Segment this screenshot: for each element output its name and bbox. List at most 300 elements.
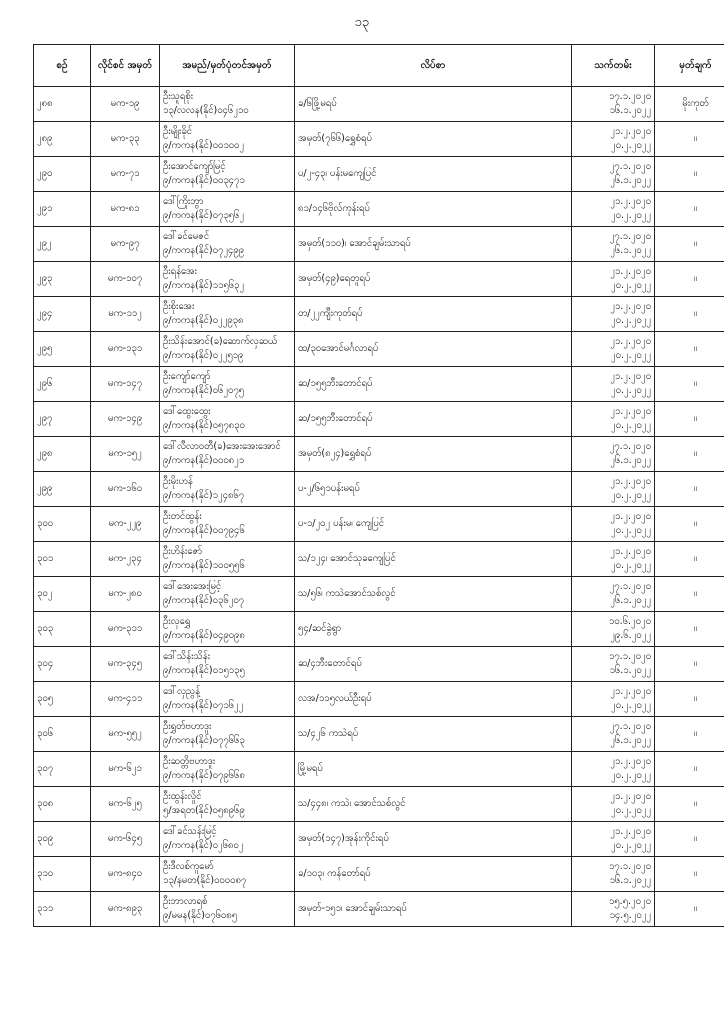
cell-name-id [160,717,295,752]
row-number: ၃၀၅ [37,693,54,704]
address-text: ၅၄/ဆင်ခွဲရွာ [298,623,342,634]
person-name: ဒေါ်အေးအေးမြင့် [163,581,222,592]
license-number: မက-၃၄၅ [107,658,143,669]
date-from: ၂၁.၂.၂၀၂၀ [610,266,651,277]
cell-name-id [160,157,295,192]
person-name: ဦးဆတ္တိဗဟာဒူး [163,756,216,767]
license-number: မက-၁၉ [110,98,140,109]
row-number: ၂၈၈ [37,98,53,109]
license-number: မက-၁၆၀ [107,483,143,494]
date-to: ၂၀.၂.၂၀၂၂ [610,805,651,816]
date-from: ၂၁.၂.၂၀၂၀ [610,686,651,697]
cell-no [34,437,91,472]
cell-date [572,542,655,577]
date-to: ၂၉.၆.၂၀၂၂ [610,630,651,641]
date-from: ၂၁.၂.၂၀၂၀ [610,546,651,557]
cell-no [34,612,91,647]
cell-name-id [160,87,295,122]
cell-remark [655,437,724,472]
table-row [34,472,724,507]
cell-remark [655,297,724,332]
cell-date [572,682,655,717]
remark-text: ။ [694,378,697,389]
cell-address [295,87,572,122]
row-number: ၂၉၂ [37,238,52,249]
cell-address [295,822,572,857]
license-number: မက-၈၉၃ [107,903,143,914]
cell-date [572,612,655,647]
cell-date [572,437,655,472]
license-number: မက-၉၇ [110,238,140,249]
cell-date [572,192,655,227]
cell-address [295,122,572,157]
cell-no [34,192,91,227]
address-text: သ/၁၂၄၊ အောင်သုခကျေပြင် [298,553,396,564]
cell-license [91,752,160,787]
date-to: ၂၀.၂.၂၀၂၂ [610,525,651,536]
cell-name-id [160,297,295,332]
cell-address [295,367,572,402]
cell-license [91,367,160,402]
address-text: အမှတ်-၁၅၁၊ အောင်ချမ်းသာရပ် [298,903,407,914]
cell-no [34,297,91,332]
row-number: ၃၀၈ [37,798,54,809]
cell-address [295,647,572,682]
cell-address [295,752,572,787]
cell-name-id [160,577,295,612]
cell-name-id [160,787,295,822]
table-body [34,87,724,927]
address-text: အမှတ်(၈၂၄)ရွှေစံရပ် [298,448,372,459]
address-text: ထ/၃၀အောင်မင်္ဂလာရပ် [298,343,379,354]
date-to: ၂၀.၂.၂၀၂၂ [610,840,651,851]
person-name: ဦးကျော်ကျော် [163,371,211,382]
person-name: ဒေါ်ထွေးထွေး [163,406,211,417]
address-text: ၈၁/၁၄၆ဗိုလ်ကုန်းရပ် [298,203,370,214]
date-to: ၂၀.၂.၂၀၂၂ [610,350,651,361]
cell-name-id [160,332,295,367]
cell-address [295,472,572,507]
date-from: ၁၇.၁.၂၀၂၀ [608,651,651,662]
cell-date [572,507,655,542]
date-from: ၁၅.၅.၂၀၂၀ [608,896,651,907]
date-from: ၂၇.၁.၂၀၂၀ [609,231,651,242]
table-row [34,157,724,192]
cell-no [34,227,91,262]
cell-no [34,507,91,542]
cell-remark [655,857,724,892]
cell-license [91,227,160,262]
row-number: ၂၈၉ [37,133,53,144]
remark-text: ။ [694,763,697,774]
cell-license [91,612,160,647]
license-number: မက-၃၁၁ [107,623,143,634]
address-text: အမှတ်(၁၁၀)၊ အောင်ချမ်းသာရပ် [298,238,411,249]
person-name: ဦးစိုးအေး [163,301,195,312]
person-name: ဦးဘာလာရစ် [163,896,208,907]
license-number: မက-၂၈၀ [108,588,142,599]
remark-text: ။ [694,273,697,284]
cell-no [34,787,91,822]
date-to: ၂၀.၂.၂၀၂၂ [610,315,651,326]
cell-name-id [160,262,295,297]
date-to: ၂၆.၁.၂၀၂၂ [610,595,651,606]
remark-text: ။ [694,133,697,144]
license-number: မက-၈၄၀ [107,868,143,879]
row-number: ၂၉၄ [37,308,53,319]
registration-id: ၉/ကကန(နိုင်)၀၁၅၁၃၅ [163,665,245,676]
registration-id: ၁၃/နမတ(နိုင်)၀၀၀၀၈၇ [163,875,247,886]
header-no: စဉ် [34,45,91,87]
address-text: သ/၄၂၆ ကသဲရပ် [298,728,359,739]
cell-date [572,787,655,822]
cell-address [295,577,572,612]
cell-remark [655,87,724,122]
cell-no [34,87,91,122]
cell-name-id [160,542,295,577]
date-to: ၁၆.၁.၂၀၂၂ [609,665,651,676]
person-name: ဦးဟိန်းဇော် [163,546,203,557]
date-from: ၁၇.၁.၂၀၂၀ [608,861,651,872]
table-row [34,227,724,262]
table-row [34,87,724,122]
cell-address [295,542,572,577]
cell-remark [655,157,724,192]
registration-id: ၉/ကကန(နိုင်)၀၃၆၂၀၇ [163,595,245,606]
table-row [34,752,724,787]
row-number: ၃၀၇ [37,763,54,774]
cell-name-id [160,752,295,787]
remark-text: ။ [694,553,697,564]
registration-id: ၉/ကကန(နိုင်)၀၂၆၈၀၂ [163,840,244,851]
address-text: မြို့မရပ် [298,763,323,774]
cell-date [572,752,655,787]
cell-license [91,122,160,157]
cell-date [572,297,655,332]
cell-no [34,332,91,367]
cell-name-id [160,402,295,437]
date-to: ၂၀.၂.၂၀၂၂ [610,770,651,781]
person-name: ဦးလှရွှေ [163,616,191,627]
cell-remark [655,542,724,577]
cell-license [91,787,160,822]
cell-address [295,402,572,437]
remark-text: ။ [694,623,697,634]
date-from: ၂၇.၁.၂၀၂၀ [609,721,651,732]
cell-remark [655,892,724,927]
row-number: ၂၉၃ [37,273,53,284]
row-number: ၃၁၁ [37,903,54,914]
date-from: ၂၁.၂.၂၀၂၀ [610,756,651,767]
remark-text: ။ [694,693,697,704]
date-from: ၂၇.၁.၂၀၂၀ [609,581,651,592]
table-row [34,122,724,157]
cell-remark [655,227,724,262]
registration-id: ၉/ကကန(နိုင်)၀၄၉၀၉၈ [163,630,245,641]
cell-date [572,262,655,297]
cell-address [295,717,572,752]
license-number: မက-၇၁ [110,168,140,179]
table-row [34,192,724,227]
registration-id: ၉/ကကန(နိုင်)၀၇၇၆၆၃ [163,735,245,746]
license-number: မက-၆၂၁ [108,763,142,774]
cell-license [91,157,160,192]
cell-no [34,157,91,192]
row-number: ၃၀၉ [37,833,54,844]
header-date: သက်တမ်း [572,45,655,87]
table-row [34,787,724,822]
cell-name-id [160,892,295,927]
cell-license [91,717,160,752]
cell-remark [655,682,724,717]
cell-remark [655,507,724,542]
registration-id: ၉/ကကန(နိုင်)၀၀၇၉၄၆ [163,525,245,536]
cell-name-id [160,227,295,262]
cell-date [572,122,655,157]
table-row [34,297,724,332]
table-row [34,682,724,717]
remark-text: ။ [694,448,697,459]
cell-date [572,822,655,857]
remark-text: ။ [694,868,697,879]
registration-id: ၉/မမန(နိုင်)၀၇၆၀၈၅ [163,910,238,921]
license-number: မက-၁၄၉ [107,413,143,424]
person-name: ဦးရန်အေး [163,266,197,277]
registration-id: ၉/ကကန(နိုင်)၀၆၂၀၇၅ [163,385,245,396]
cell-date [572,577,655,612]
table-row [34,577,724,612]
row-number: ၃၀၁ [37,553,54,564]
cell-license [91,577,160,612]
date-from: ၂၇.၁.၂၀၂၀ [609,161,651,172]
cell-name-id [160,507,295,542]
date-to: ၂၆.၁.၂၀၂၂ [610,455,651,466]
row-number: ၂၉၅ [37,343,53,354]
table-row [34,892,724,927]
license-number: မက-၆၂၅ [108,798,142,809]
table-row [34,507,724,542]
address-text: အမှတ်(၄၉)ရေတူရပ် [298,273,371,284]
date-to: ၂၀.၂.၂၀၂၂ [610,700,651,711]
address-text: ဆ/၁၅၅ဘီးတောင်ရပ် [298,378,373,389]
table-row [34,542,724,577]
remark-text: ။ [694,483,697,494]
license-registry-table [33,44,724,927]
cell-no [34,892,91,927]
address-text: တ/၂၂ကျီးကုတ်ရပ် [298,308,363,319]
registration-id: ၅/အရတ(နိုင်)၀၅၈၉၆၉ [163,805,245,816]
cell-license [91,542,160,577]
remark-text: မိုးကုတ် [682,98,709,109]
person-name: ဒေါ်သိန်းသိန်း [163,651,211,662]
registration-id: ၉/ကကန(နိုင်)၀၇၃၅၆၂ [163,210,245,221]
license-number: မက-၈၁ [110,203,140,214]
date-to: ၂၆.၁.၂၀၂၂ [610,175,651,186]
registration-id: ၉/ကကန(နိုင်)၀၇၁၆၂၂ [163,700,244,711]
registration-id: ၉/ကကန(နိုင်)၀၅၇၈၃၀ [163,420,245,431]
license-number: မက-၄၁၁ [107,693,143,704]
address-text: ဆ/၄ဘီးတောင်ရပ် [298,658,362,669]
cell-license [91,402,160,437]
cell-remark [655,332,724,367]
cell-no [34,367,91,402]
cell-address [295,437,572,472]
person-name: ဦးအောင်ကျော်မြင့် [163,161,226,172]
address-text: သ/၄၄၈၊ ကသဲ၊ အောင်သစ်လွင် [298,798,406,809]
person-name: ဒေါ်လီလာဝတီ(ခ)အေးအေးအောင် [163,441,281,452]
cell-license [91,192,160,227]
cell-address [295,297,572,332]
cell-remark [655,192,724,227]
remark-text: ။ [694,518,697,529]
cell-no [34,262,91,297]
person-name: ဦးရွှတ်ဗဟာဒူး [163,721,212,732]
registration-id: ၉/ကကန(နိုင်)၀၇၂၄၉၉ [163,245,245,256]
registration-id: ၉/ကကန(နိုင်)၀၀၃၄၇၁ [163,175,245,186]
person-name: ဦးမျိုးခိုင် [163,126,193,137]
address-text: ပ/၂-၄၃၊ ပန်းမကျေပြင် [298,168,377,179]
cell-no [34,647,91,682]
table-row [34,717,724,752]
row-number: ၃၀၄ [37,658,54,669]
cell-date [572,472,655,507]
date-to: ၁၆.၁.၂၀၂၂ [609,875,651,886]
cell-license [91,822,160,857]
cell-name-id [160,367,295,402]
date-to: ၂၀.၂.၂၀၂၂ [610,140,651,151]
license-number: မက-၃၃ [110,133,140,144]
cell-date [572,717,655,752]
cell-date [572,157,655,192]
row-number: ၂၉၀ [37,168,53,179]
row-number: ၂၉၆ [37,378,53,389]
cell-license [91,647,160,682]
cell-address [295,262,572,297]
remark-text: ။ [694,833,697,844]
address-text: ဆ/၁၅၅ဘီးတောင်ရပ် [298,413,373,424]
date-from: ၂၁.၂.၂၀၂၀ [610,371,651,382]
cell-name-id [160,122,295,157]
cell-remark [655,262,724,297]
cell-name-id [160,612,295,647]
license-number: မက-၁၁၂ [108,308,142,319]
license-number: မက-၅၅၂ [108,728,142,739]
cell-remark [655,647,724,682]
license-number: မက-၁၅၂ [108,448,142,459]
remark-text: ။ [694,658,697,669]
license-number: မက-၆၄၅ [107,833,143,844]
cell-name-id [160,472,295,507]
registration-id: ၉/ကကန(နိုင်)၁၀၀၅၅၆ [163,560,245,571]
remark-text: ။ [694,238,697,249]
date-to: ၁၆.၁.၂၀၂၂ [609,105,651,116]
cell-license [91,682,160,717]
date-to: ၂၆.၁.၂၀၂၂ [610,735,651,746]
cell-date [572,892,655,927]
cell-address [295,157,572,192]
date-to: ၂၀.၂.၂၀၂၂ [610,490,651,501]
remark-text: ။ [694,903,697,914]
cell-license [91,472,160,507]
table-header-row [34,45,724,87]
cell-address [295,192,572,227]
cell-name-id [160,822,295,857]
cell-license [91,87,160,122]
address-text: ပ-၂/၆၅၁ပန်းမရပ် [298,483,360,494]
cell-address [295,892,572,927]
license-number: မက-၁၄၇ [107,378,143,389]
table-row [34,262,724,297]
registration-id: ၉/ကကန(နိုင်)၀၇၉၆၆၈ [163,770,245,781]
cell-remark [655,752,724,787]
cell-no [34,122,91,157]
row-number: ၃၀၆ [37,728,54,739]
remark-text: ။ [694,343,697,354]
person-name: ဦးထွန်းလှိုင် [163,791,202,802]
license-number: မက-၁၀၇ [107,273,143,284]
registration-id: ၉/ကကန(နိုင်)၀၂၂၅၁၉ [163,350,244,361]
address-text: သ/၅၆၊ ကသဲအောင်သစ်လွင် [298,588,396,599]
date-to: ၂၀.၂.၂၀၂၂ [610,385,651,396]
address-text: ခ/၆ဖြို့မရပ် [298,98,337,109]
cell-address [295,682,572,717]
cell-remark [655,122,724,157]
person-name: ဦးသူရစိုး [163,91,194,102]
cell-no [34,542,91,577]
date-from: ၂၁.၂.၂၀၂၀ [610,196,651,207]
header-name-id: အမည်/မှတ်ပုံတင်အမှတ် [160,45,295,87]
row-number: ၃၀၂ [37,588,53,599]
date-from: ၂၁.၂.၂၀၂၀ [610,511,651,522]
cell-address [295,332,572,367]
table-row [34,402,724,437]
table-row [34,647,724,682]
date-from: ၂၁.၂.၂၀၂၀ [610,826,651,837]
person-name: ဦးဒီလစ်ကူမော် [163,861,214,872]
cell-address [295,612,572,647]
cell-license [91,507,160,542]
registration-id: ၉/ကကန(နိုင်)၀၂၂၉၃၈ [163,315,244,326]
table-row [34,437,724,472]
date-from: ၂၁.၂.၂၀၂၀ [610,336,651,347]
address-text: အမှတ်(၁၄၇)အုန်းကိုင်းရပ် [298,833,389,844]
person-name: ဦးသိန်းအောင်(ခ)ဆောက်လှဆယ် [163,336,278,347]
cell-remark [655,472,724,507]
page-number: ၁၃ [354,15,370,30]
cell-name-id [160,192,295,227]
cell-name-id [160,437,295,472]
person-name: ဒေါ်ခင်မေဇင် [163,231,210,242]
date-from: ၂၁.၂.၂၀၂၀ [610,406,651,417]
registration-id: ၉/ကကန(နိုင်)၀၀၁၀၀၂ [163,140,245,151]
cell-license [91,857,160,892]
date-to: ၁၄.၅.၂၀၂၂ [609,910,651,921]
table-row [34,857,724,892]
table-row [34,367,724,402]
header-address: လိပ်စာ [295,45,572,87]
row-number: ၂၉၇ [37,413,53,424]
cell-date [572,87,655,122]
cell-no [34,577,91,612]
cell-remark [655,717,724,752]
address-text: ပ-၁/၂၀၂ ပန်းမ၊ ကျေပြင် [298,518,385,529]
cell-date [572,647,655,682]
cell-address [295,857,572,892]
cell-no [34,472,91,507]
date-to: ၂၀.၂.၂၀၂၂ [610,420,651,431]
cell-no [34,682,91,717]
cell-license [91,332,160,367]
